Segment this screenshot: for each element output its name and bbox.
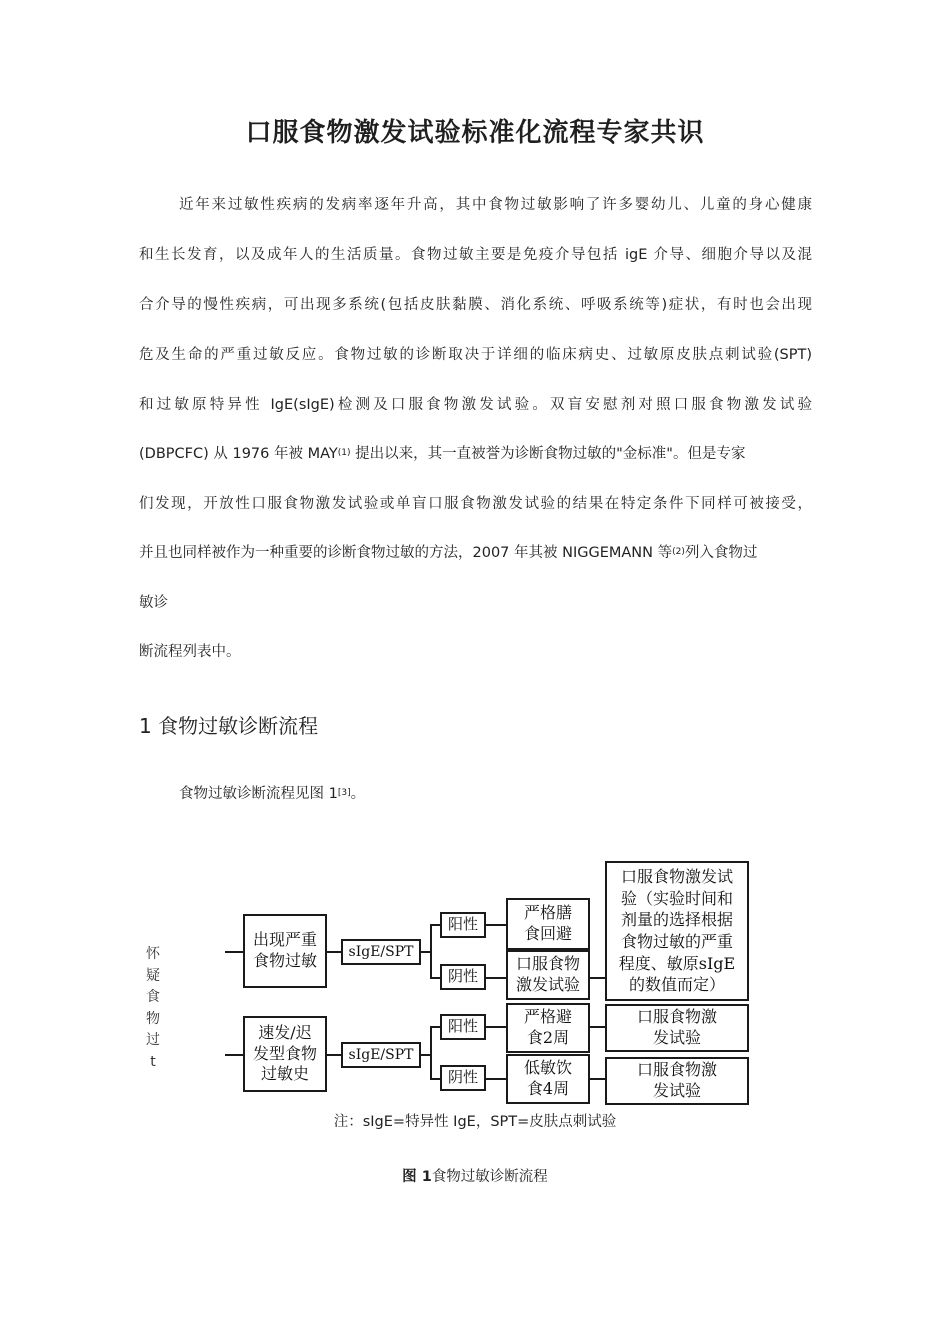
side-char: 疑 [146, 967, 160, 984]
flow-test-top: sIgE/SPT [341, 939, 421, 965]
intro-line-10: 断流程列表中。 [139, 644, 241, 660]
flow-negative-top: 阴性 [440, 964, 486, 990]
figure-caption-text: 食物过敏诊断流程 [431, 1169, 548, 1185]
connector [225, 1054, 243, 1056]
flow-negative-bottom: 阴性 [440, 1065, 486, 1091]
citation-ref-3[interactable]: [3] [337, 788, 351, 798]
flow-ofc-bottom-1: 口服食物激发试验 [605, 1004, 749, 1052]
side-char: 物 [146, 1010, 160, 1027]
connector [430, 1078, 440, 1080]
connector [590, 977, 605, 979]
intro-line-3: 合介导的慢性疾病，可出现多系统(包括皮肤黏膜、消化系统、呼吸系统等)症状，有时也会出现 [139, 297, 812, 313]
section-text [179, 782, 365, 803]
flow-ofc-detail: 口服食物激发试验（实验时间和剂量的选择根据食物过敏的严重程度、敏原sIgE的数值而定） [605, 861, 749, 1001]
section-text-main: 食物过敏诊断流程见图 1 [179, 786, 338, 802]
flow-ofc-top: 口服食物激发试验 [506, 950, 590, 1000]
flow-start-history: 速发/迟发型食物过敏史 [243, 1016, 327, 1092]
connector [486, 1026, 506, 1028]
intro-line-5: 和过敏原特异性 IgE(sIgE)检测及口服食物激发试验。双盲安慰剂对照口服食物激发试验 [139, 397, 812, 413]
intro-line-2: 和生长发育，以及成年人的生活质量。食物过敏主要是免疫介导包括 igE 介导、细胞介导以及混 [139, 247, 812, 263]
section-text-end: 。 [350, 786, 366, 802]
side-char: 过 [146, 1032, 160, 1048]
connector [590, 1078, 605, 1080]
side-char: t [150, 1053, 156, 1070]
connector [430, 924, 432, 978]
connector [486, 977, 506, 979]
figure-note: 注：sIgE=特异性 IgE，SPT=皮肤点刺试验 [333, 1114, 617, 1130]
connector [486, 1078, 506, 1080]
flow-start-severe: 出现严重食物过敏 [243, 914, 327, 988]
connector [430, 977, 440, 979]
connector [327, 951, 341, 953]
citation-ref-1[interactable]: (1) [337, 448, 351, 458]
figure-side-label [144, 944, 162, 1073]
section-heading: 1 食物过敏诊断流程 [139, 714, 319, 738]
intro-line-6-head: (DBPCFC) 从 1976 年被 MAY [139, 446, 338, 462]
connector [225, 951, 243, 953]
flow-test-bottom: sIgE/SPT [341, 1042, 421, 1068]
side-char: 怀 [146, 946, 160, 962]
flow-avoid-2w: 严格避食2周 [506, 1003, 590, 1053]
flow-positive-bottom: 阳性 [440, 1014, 486, 1040]
intro-line-1: 近年来过敏性疾病的发病率逐年升高，其中食物过敏影响了许多婴幼儿、儿童的身心健康 [179, 197, 812, 213]
intro-line-9: 敏诊 [139, 595, 168, 611]
intro-line-7: 们发现，开放性口服食物激发试验或单盲口服食物激发试验的结果在特定条件下同样可被接受， [139, 496, 812, 512]
intro-line-6-tail: 提出以来，其一直被誉为诊断食物过敏的"金标准"。但是专家 [355, 446, 746, 462]
connector [430, 1026, 440, 1028]
connector [430, 924, 440, 926]
flow-positive-top: 阳性 [440, 912, 486, 938]
intro-line-8 [139, 541, 757, 562]
figure-caption-label: 图 1 [402, 1169, 432, 1185]
intro-line-4: 危及生命的严重过敏反应。食物过敏的诊断取决于详细的临床病史、过敏原皮肤点刺试验(SPT) [139, 347, 812, 363]
intro-line-8-head: 并且也同样被作为一种重要的诊断食物过敏的方法，2007 年其被 NIGGEMANN 等 [139, 545, 673, 561]
citation-ref-2[interactable]: (2) [672, 547, 685, 557]
connector [430, 1026, 432, 1079]
flow-strict-avoid: 严格膳食回避 [506, 898, 590, 950]
intro-line-8-tail: 列入食物过 [684, 545, 758, 561]
connector [590, 1026, 605, 1028]
connector [486, 924, 506, 926]
figure-caption [0, 1165, 950, 1186]
flow-ofc-bottom-2: 口服食物激发试验 [605, 1057, 749, 1105]
intro-line-6 [139, 442, 745, 463]
page-title: 口服食物激发试验标准化流程专家共识 [245, 118, 705, 148]
flow-low-allergen-4w: 低敏饮食4周 [506, 1054, 590, 1104]
side-char: 食 [146, 989, 160, 1005]
connector [327, 1054, 341, 1056]
